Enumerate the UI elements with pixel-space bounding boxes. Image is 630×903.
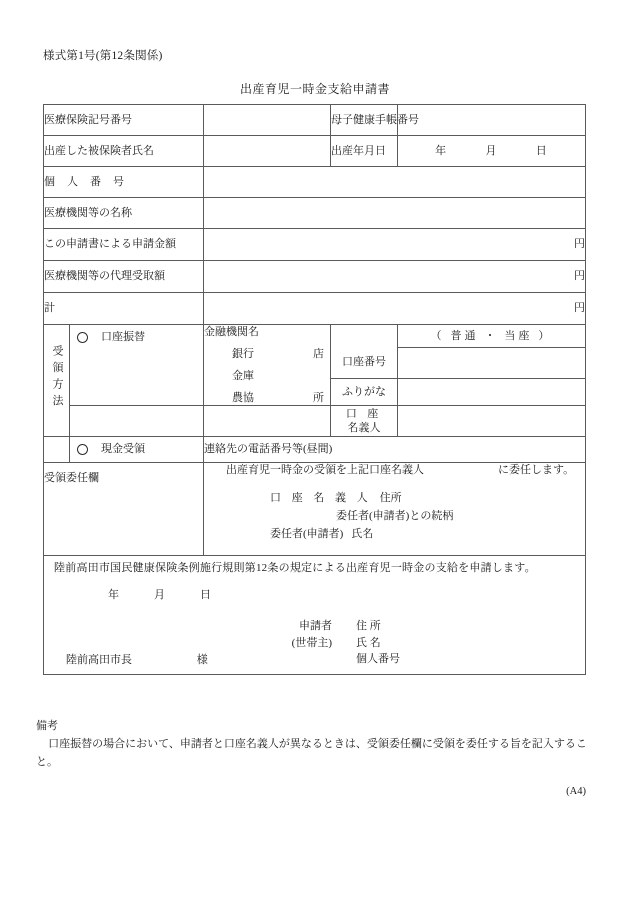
- declaration-day-label: 日: [199, 588, 213, 601]
- table-row: [44, 261, 586, 293]
- applicant-name-row[interactable]: [274, 636, 585, 651]
- declaration-sentence: 陸前高田市国民健康保険条例施行規則第12条の規定による出産育児一時金の支給を申請します。: [54, 562, 536, 575]
- handbook-number-label: 母子健康手帳番号: [331, 105, 398, 136]
- applicant-name-label: 氏 名: [356, 636, 381, 649]
- mynumber-label: 個 人 番 号: [44, 167, 204, 198]
- application-form-table: [43, 104, 586, 675]
- financial-institution-title: 金融機関名: [204, 326, 259, 338]
- addressee-row: [66, 653, 208, 668]
- bank-transfer-label: 口座振替: [101, 331, 145, 343]
- remarks-text: 口座振替の場合において、申請者と口座名義人が異なるときは、受領委任欄に受領を委任する旨を記入すること。: [36, 737, 587, 768]
- mynumber-input[interactable]: [204, 167, 586, 198]
- table-row: [44, 105, 586, 136]
- financial-institution-block[interactable]: [204, 325, 331, 406]
- claim-amount-label: この申請書による申請金額: [44, 229, 204, 261]
- receipt-method-vertical-label: 受領方法: [44, 325, 70, 437]
- applicant-address-label: 住 所: [356, 619, 381, 632]
- birth-day-label: 日: [535, 144, 548, 157]
- claim-amount-unit: 円: [574, 238, 585, 251]
- birth-month-label: 月: [485, 144, 498, 157]
- insured-name-label: 出産した被保険者氏名: [44, 136, 204, 167]
- bank-type-nokyo: 農協: [232, 391, 254, 404]
- radio-circle-icon[interactable]: [77, 444, 88, 455]
- delegator-name-row[interactable]: [270, 527, 585, 542]
- handbook-number-input[interactable]: [398, 105, 586, 136]
- institution-name-label: 医療機関等の名称: [44, 198, 204, 229]
- applicant-address-row[interactable]: [274, 619, 585, 634]
- bank-line-2: [204, 369, 330, 384]
- mayor-label: 陸前高田市長: [66, 654, 132, 667]
- delegator-name-label: 氏名: [351, 527, 374, 540]
- bank-type-shinkin: 金庫: [232, 369, 254, 382]
- total-amount-label: 計: [44, 293, 204, 325]
- declaration-year-label: 年: [108, 588, 121, 601]
- insured-name-input[interactable]: [204, 136, 331, 167]
- account-type-label[interactable]: （ 普通 ・ 当座 ）: [398, 325, 586, 348]
- delegation-label: 受領委任欄: [44, 463, 204, 556]
- table-row: [44, 229, 586, 261]
- total-amount-input[interactable]: [204, 293, 586, 325]
- table-row: [44, 198, 586, 229]
- delegation-fields: [204, 491, 585, 542]
- table-row: [44, 167, 586, 198]
- furigana-input[interactable]: [398, 379, 586, 406]
- holder-address-label: 住所: [379, 492, 402, 505]
- form-number: 様式第1号(第12条関係): [43, 50, 163, 62]
- account-holder-input[interactable]: [398, 406, 586, 437]
- birthdate-input[interactable]: [398, 136, 586, 167]
- contact-phone-field[interactable]: [204, 437, 586, 463]
- honorific-label: 様: [196, 654, 208, 667]
- bank-line-1: [204, 347, 330, 362]
- declaration-date-row[interactable]: [44, 588, 585, 603]
- table-row: [44, 556, 586, 675]
- birthdate-label: 出産年月日: [331, 136, 398, 167]
- institution-name-input[interactable]: [204, 198, 586, 229]
- receipt-method-vertical-spacer: [44, 437, 70, 463]
- total-amount-unit: 円: [574, 302, 585, 315]
- insurance-number-input[interactable]: [204, 105, 331, 136]
- furigana-label: ふりがな: [331, 379, 398, 406]
- bank-office-suffix: 所: [313, 391, 324, 404]
- cash-receipt-label: 現金受領: [101, 443, 145, 456]
- delegation-sentence-a: 出産育児一時金の受領を上記口座名義人: [226, 464, 424, 477]
- table-row: [44, 325, 586, 348]
- account-holder-label: 口 座 名義人: [331, 406, 398, 437]
- delegation-sentence: [204, 463, 585, 478]
- delegation-block[interactable]: [204, 463, 586, 556]
- proxy-amount-label: 医療機関等の代理受取額: [44, 261, 204, 293]
- proxy-amount-input[interactable]: [204, 261, 586, 293]
- bank-branch-suffix: 店: [313, 347, 324, 360]
- contact-phone-label: 連絡先の電話番号等(昼間): [204, 443, 333, 456]
- cash-receipt-option[interactable]: [70, 437, 204, 463]
- declaration-block[interactable]: [44, 556, 586, 675]
- table-row: [44, 437, 586, 463]
- declaration-month-label: 月: [153, 588, 167, 601]
- claim-amount-input[interactable]: [204, 229, 586, 261]
- holder-address-row[interactable]: [270, 491, 585, 506]
- radio-circle-icon[interactable]: [77, 332, 88, 343]
- applicant-mynumber-label: 個人番号: [356, 653, 400, 666]
- page-title: 出産育児一時金支給申請書: [239, 82, 390, 96]
- birth-year-label: 年: [435, 144, 448, 157]
- delegation-sentence-b: に委任します。: [498, 464, 575, 477]
- proxy-amount-unit: 円: [574, 270, 585, 283]
- relation-row[interactable]: [270, 509, 585, 524]
- account-number-input[interactable]: [398, 348, 586, 379]
- remarks-section: [36, 718, 592, 771]
- bank-type-bank: 銀行: [232, 347, 254, 360]
- table-row: [44, 136, 586, 167]
- bank-transfer-option[interactable]: [70, 325, 204, 406]
- remarks-heading: 備考: [36, 720, 58, 732]
- delegator-key-label: 委任者(申請者): [270, 527, 344, 540]
- account-number-label: 口座番号: [331, 348, 398, 379]
- householder-label: (世帯主): [291, 636, 332, 649]
- table-row: [44, 406, 586, 437]
- table-row: [44, 293, 586, 325]
- holder-key-label: 口 座 名 義 人: [270, 492, 372, 505]
- table-row: [44, 463, 586, 556]
- applicant-mynumber-row[interactable]: [274, 652, 585, 667]
- applicant-label: 申請者: [299, 619, 332, 632]
- insurance-number-label: 医療保険記号番号: [44, 105, 204, 136]
- paper-size-label: (A4): [566, 786, 586, 797]
- bank-line-3: [204, 391, 330, 406]
- relation-label: 委任者(申請者)との続柄: [336, 509, 454, 522]
